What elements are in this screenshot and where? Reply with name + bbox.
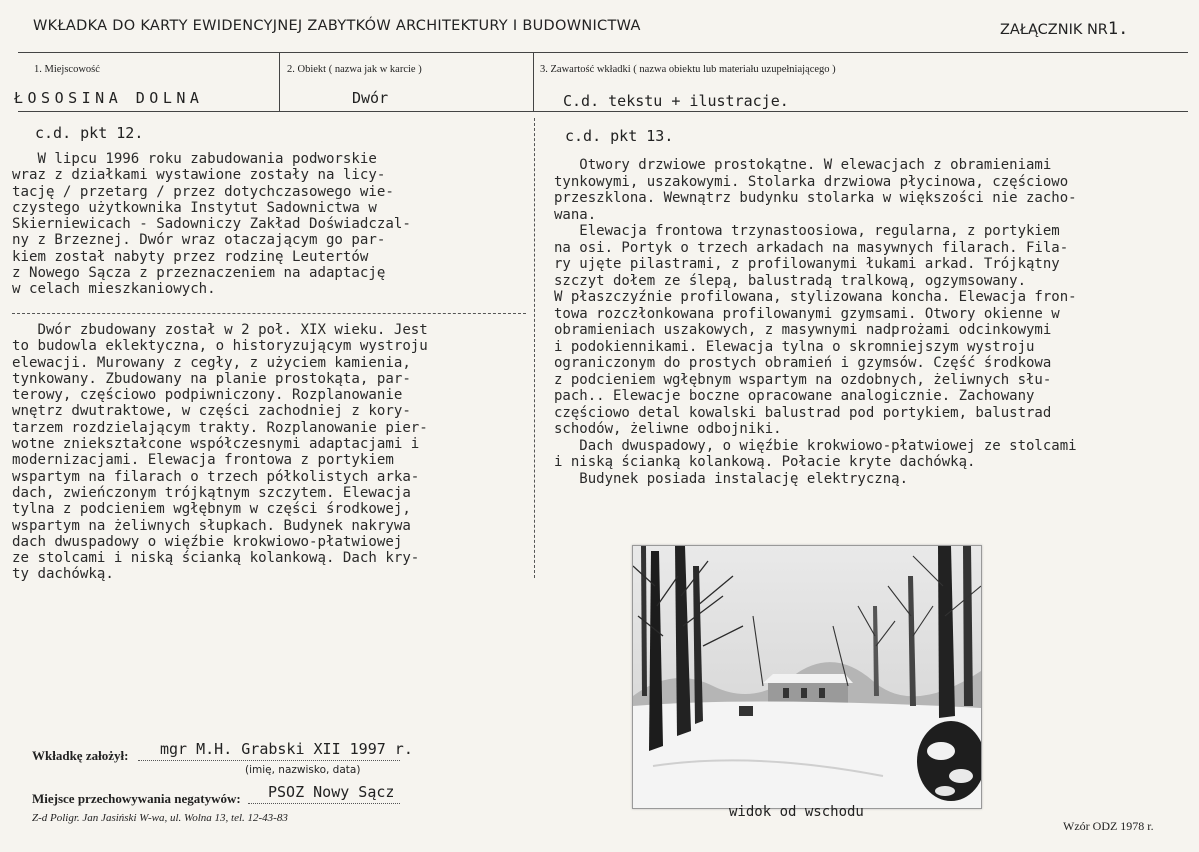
text-line: Dwór zbudowany został w 2 poł. XIX wieku. Jest [12, 322, 428, 338]
photo-image [633, 546, 981, 808]
text-line: pach.. Elewacje boczne opracowane analogicznie. Zachowany [554, 388, 1035, 404]
text-line: szczyt dołem ze ślepą, balustradą tralkową, ogzymsowany. [554, 272, 1027, 289]
text-line: Elewacja frontowa trzynastoosiowa, regularna, z portykiem [554, 223, 1060, 239]
text-line: ty dachówką. [12, 566, 114, 583]
field-divider-2 [533, 52, 534, 111]
photo-manor-winter [632, 545, 982, 809]
text-line: na osi. Portyk o trzech arkadach na masywnych filarach. Fila- [554, 239, 1069, 256]
text-line: obramieniach uszakowych, z masywnymi nadprożami odcinkowymi [554, 322, 1052, 338]
text-line: tynkowymi, uszakowymi. Stolarka drzwiowa płycinowa, częściowo [554, 173, 1069, 190]
text-line: Dach dwuspadowy, o więźbie krokwiowo-płatwiowej ze stolcami [554, 437, 1077, 454]
text-line: tylna z podcieniem wgłębnym w części środkowej, [12, 501, 411, 518]
text-line: z podcieniem wgłębnym wspartym na ozdobnych, żeliwnych słu- [554, 371, 1052, 388]
text-line: modernizacjami. Elewacja frontowa z portykiem [12, 452, 394, 469]
left-heading: c.d. pkt 12. [35, 124, 144, 142]
right-paragraph [554, 157, 1077, 487]
text-line: tację / przetarg / przez dotychczasowego wie- [12, 183, 394, 200]
text-line: schodów, żeliwne odbojniki. [554, 421, 782, 437]
top-rule [18, 52, 1188, 53]
field-contents-value: C.d. tekstu + ilustracje. [563, 92, 789, 110]
fields-bottom-rule [18, 111, 1188, 112]
text-line: terowy, częściowo podpiwniczony. Rozplanowanie [12, 387, 403, 404]
text-line: wraz z działkami wystawione zostały na licy- [12, 167, 386, 184]
text-line: i podokiennikami. Elewacja tylna o skromniejszym wystroju [554, 338, 1035, 355]
text-line: przeszklona. Wewnątrz budynku stolarka w większości nie zacho- [554, 190, 1077, 206]
field-contents-label: 3. Zawartość wkładki ( nazwa obiektu lub materiału uzupełniającego ) [540, 64, 836, 75]
left-paragraph-1 [12, 151, 411, 298]
text-line: Skierniewicach - Sadowniczy Zakład Doświadczal- [12, 216, 411, 233]
left-separator [12, 313, 526, 314]
field-locality-label: 1. Miejscowość [34, 64, 100, 75]
text-line: w celach mieszkaniowych. [12, 281, 216, 298]
attachment-number [1000, 19, 1128, 39]
text-line: dach dwuspadowy o więźbie krokwiowo-płatwiowej [12, 533, 403, 550]
text-line: towa rozczłonkowana profilowanymi gzymsami. Otwory okienne w [554, 305, 1060, 322]
text-line: ograniczonym do prostych obramień i gzymsów. Część środkowa [554, 355, 1052, 371]
field-divider-1 [279, 52, 280, 111]
negatives-value: PSOZ Nowy Sącz [268, 783, 395, 801]
text-line: W płaszczyźnie profilowana, stylizowana koncha. Elewacja fron- [554, 289, 1077, 305]
photo-caption: widok od wschodu [729, 804, 864, 820]
text-line: tarzem rozdzielającym trakty. Rozplanowanie pier- [12, 419, 428, 436]
field-locality-value: ŁOSOSINA DOLNA [14, 89, 204, 107]
text-line: częściowo detal kowalski balustrad pod portykiem, balustrad [554, 404, 1052, 421]
left-paragraph-2 [12, 322, 428, 583]
printer-imprint: Z-d Poligr. Jan Jasiński W-wa, ul. Wolna 13, tel. 12-43-83 [32, 812, 288, 824]
text-line: tynkowany. Zbudowany na planie prostokąta, par- [12, 370, 411, 387]
text-line: W lipcu 1996 roku zabudowania podworskie [12, 151, 377, 167]
attachment-value: 1. [1107, 19, 1129, 39]
text-line: Budynek posiada instalację elektryczną. [554, 470, 909, 487]
text-line: wnętrz dwutraktowe, w części zachodniej z kory- [12, 403, 411, 420]
text-line: i niską ścianką kolankową. Połacie kryte dachówką. [554, 454, 976, 470]
column-divider [534, 118, 535, 578]
text-line: to budowla eklektyczna, o historyzującym wystroju [12, 338, 428, 355]
negatives-line [248, 803, 400, 804]
text-line: elewacji. Murowany z cegły, z użyciem kamienia, [12, 354, 411, 371]
right-heading: c.d. pkt 13. [565, 127, 674, 145]
author-hint: (imię, nazwisko, data) [245, 764, 361, 776]
text-line: Otwory drzwiowe prostokątne. W elewacjach z obramieniami [554, 157, 1052, 173]
field-object-value: Dwór [352, 89, 389, 107]
text-line: czystego użytkownika Instytut Sadownictwa w [12, 199, 377, 216]
text-line: wotne zniekształcone współczesnymi adaptacjami i [12, 436, 420, 453]
text-line: ny z Brzeznej. Dwór wraz otaczającym go par- [12, 232, 386, 249]
text-line: wana. [554, 206, 597, 223]
attachment-label: ZAŁĄCZNIK NR [1000, 22, 1108, 38]
text-line: wspartym na żeliwnych słupkach. Budynek nakrywa [12, 517, 411, 534]
text-line: ze stolcami i niską ścianką kolankową. Dach kry- [12, 550, 420, 567]
text-line: ry ujęte pilastrami, z profilowanymi łukami arkad. Trójkątny [554, 256, 1060, 272]
author-line [138, 760, 400, 761]
text-line: kiem został nabyty przez rodzinę Leutertów [12, 248, 369, 265]
form-title: WKŁADKA DO KARTY EWIDENCYJNEJ ZABYTKÓW ARCHITEKTURY I BUDOWNICTWA [33, 18, 641, 34]
field-object-label: 2. Obiekt ( nazwa jak w karcie ) [287, 64, 422, 75]
negatives-label: Miejsce przechowywania negatywów: [32, 791, 241, 806]
form-model: Wzór ODZ 1978 r. [1063, 819, 1154, 833]
text-line: wspartym na filarach o trzech półkolistych arka- [12, 468, 420, 485]
text-line: dach, zwieńczonym trójkątnym szczytem. Elewacja [12, 484, 411, 501]
text-line: z Nowego Sącza z przeznaczeniem na adaptację [12, 265, 386, 282]
author-value: mgr M.H. Grabski XII 1997 r. [160, 740, 413, 758]
author-label: Wkładkę założył: [32, 748, 129, 763]
